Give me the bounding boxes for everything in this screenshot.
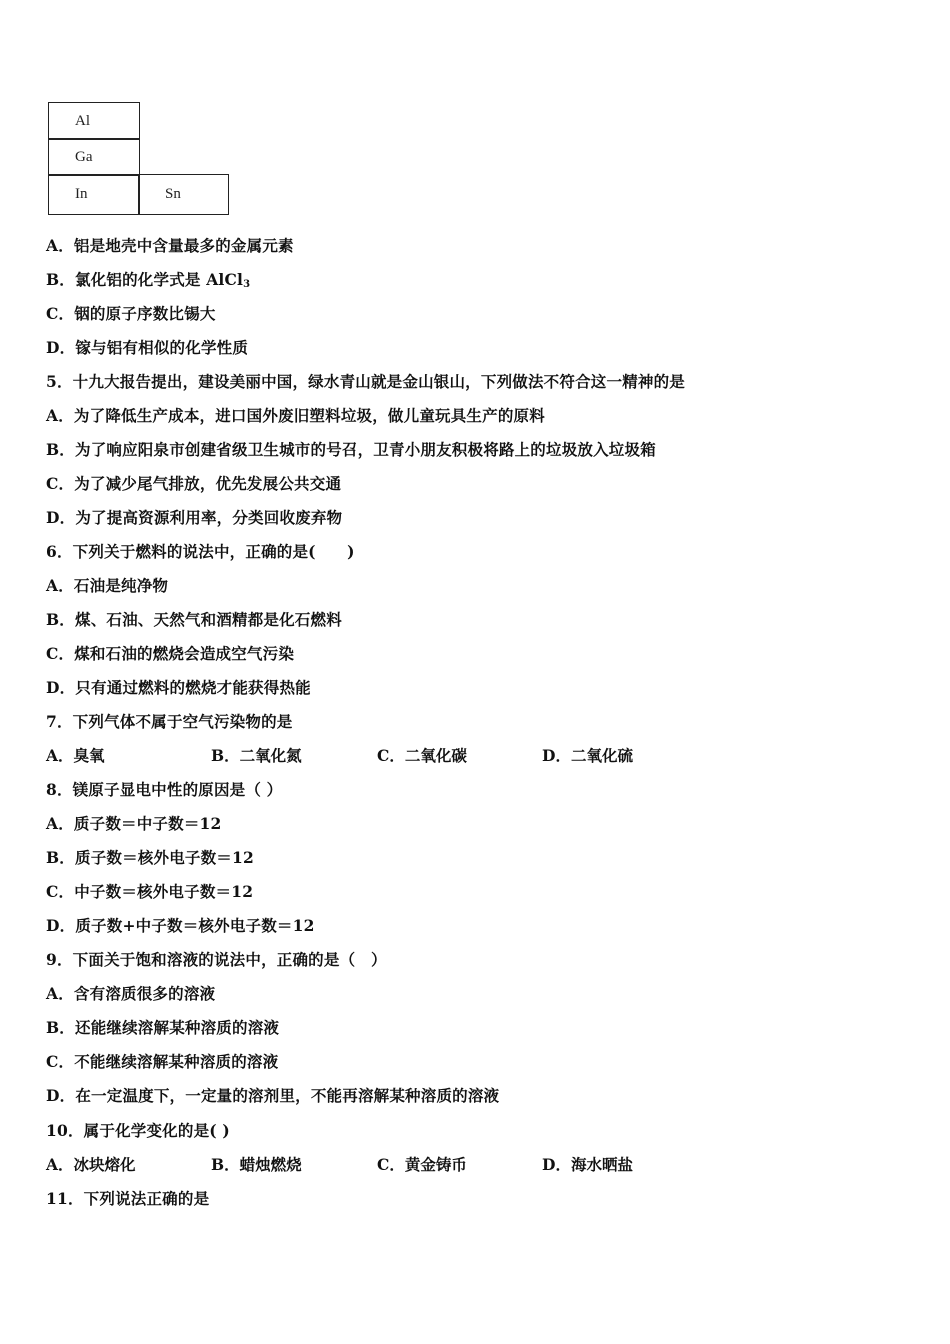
q6-option-c: C．煤和石油的燃烧会造成空气污染: [46, 644, 295, 663]
q5-option-a: A．为了降低生产成本，进口国外废旧塑料垃圾，做儿童玩具生产的原料: [46, 406, 545, 425]
q5-option-d: D．为了提高资源利用率，分类回收废弃物: [46, 508, 343, 527]
q9-option-d: D．在一定温度下，一定量的溶剂里，不能再溶解某种溶质的溶液: [46, 1086, 500, 1105]
q4-option-b: B．氯化铝的化学式是 AlCl$_3$: [46, 270, 251, 290]
q7-option-c: C．二氧化碳: [377, 746, 467, 765]
q8-option-a: A．质子数＝中子数＝12: [46, 814, 222, 833]
q7-option-d: D．二氧化硫: [542, 746, 633, 765]
q7-option-b: B．二氧化氮: [211, 746, 302, 765]
q9-option-c: C．不能继续溶解某种溶质的溶液: [46, 1052, 279, 1071]
q8-option-c: C．中子数＝核外电子数＝12: [46, 882, 254, 901]
q6-option-d: D．只有通过燃料的燃烧才能获得热能: [46, 678, 311, 697]
q6-stem: 6．下列关于燃料的说法中，正确的是( ): [46, 542, 355, 561]
table-cell-sn: Sn: [138, 174, 229, 215]
q9-option-a: A．含有溶质很多的溶液: [46, 984, 216, 1003]
table-cell-in: In: [48, 174, 140, 215]
q4-option-a: A．铝是地壳中含量最多的金属元素: [46, 236, 294, 255]
q9-option-b: B．还能继续溶解某种溶质的溶液: [46, 1018, 280, 1037]
q8-option-b: B．质子数＝核外电子数＝12: [46, 848, 254, 867]
q11-stem: 11．下列说法正确的是: [46, 1189, 210, 1208]
q8-option-d: D．质子数+中子数＝核外电子数＝12: [46, 916, 315, 935]
q10-stem: 10．属于化学变化的是( ): [46, 1121, 230, 1140]
q5-option-b: B．为了响应阳泉市创建省级卫生城市的号召，卫青小朋友积极将路上的垃圾放入垃圾箱: [46, 440, 656, 459]
q8-stem: 8．镁原子显电中性的原因是（ ）: [46, 780, 283, 799]
q7-option-a: A．臭氧: [46, 746, 105, 765]
q6-option-a: A．石油是纯净物: [46, 576, 169, 595]
table-cell-al: Al: [48, 102, 140, 140]
q10-option-c: C．黄金铸币: [377, 1155, 467, 1174]
q10-option-a: A．冰块熔化: [46, 1155, 136, 1174]
q7-stem: 7．下列气体不属于空气污染物的是: [46, 712, 293, 731]
q5-option-c: C．为了减少尾气排放，优先发展公共交通: [46, 474, 342, 493]
table-cell-ga: Ga: [48, 138, 140, 176]
q4-option-d: D．镓与铝有相似的化学性质: [46, 338, 249, 357]
q9-stem: 9．下面关于饱和溶液的说法中，正确的是（ ）: [46, 950, 387, 969]
q5-stem: 5．十九大报告提出，建设美丽中国，绿水青山就是金山银山，下列做法不符合这一精神的是: [46, 372, 685, 391]
q4-option-c: C．铟的原子序数比锡大: [46, 304, 216, 323]
q6-option-b: B．煤、石油、天然气和酒精都是化石燃料: [46, 610, 342, 629]
q10-option-b: B．蜡烛燃烧: [211, 1155, 302, 1174]
q10-option-d: D．海水晒盐: [542, 1155, 633, 1174]
